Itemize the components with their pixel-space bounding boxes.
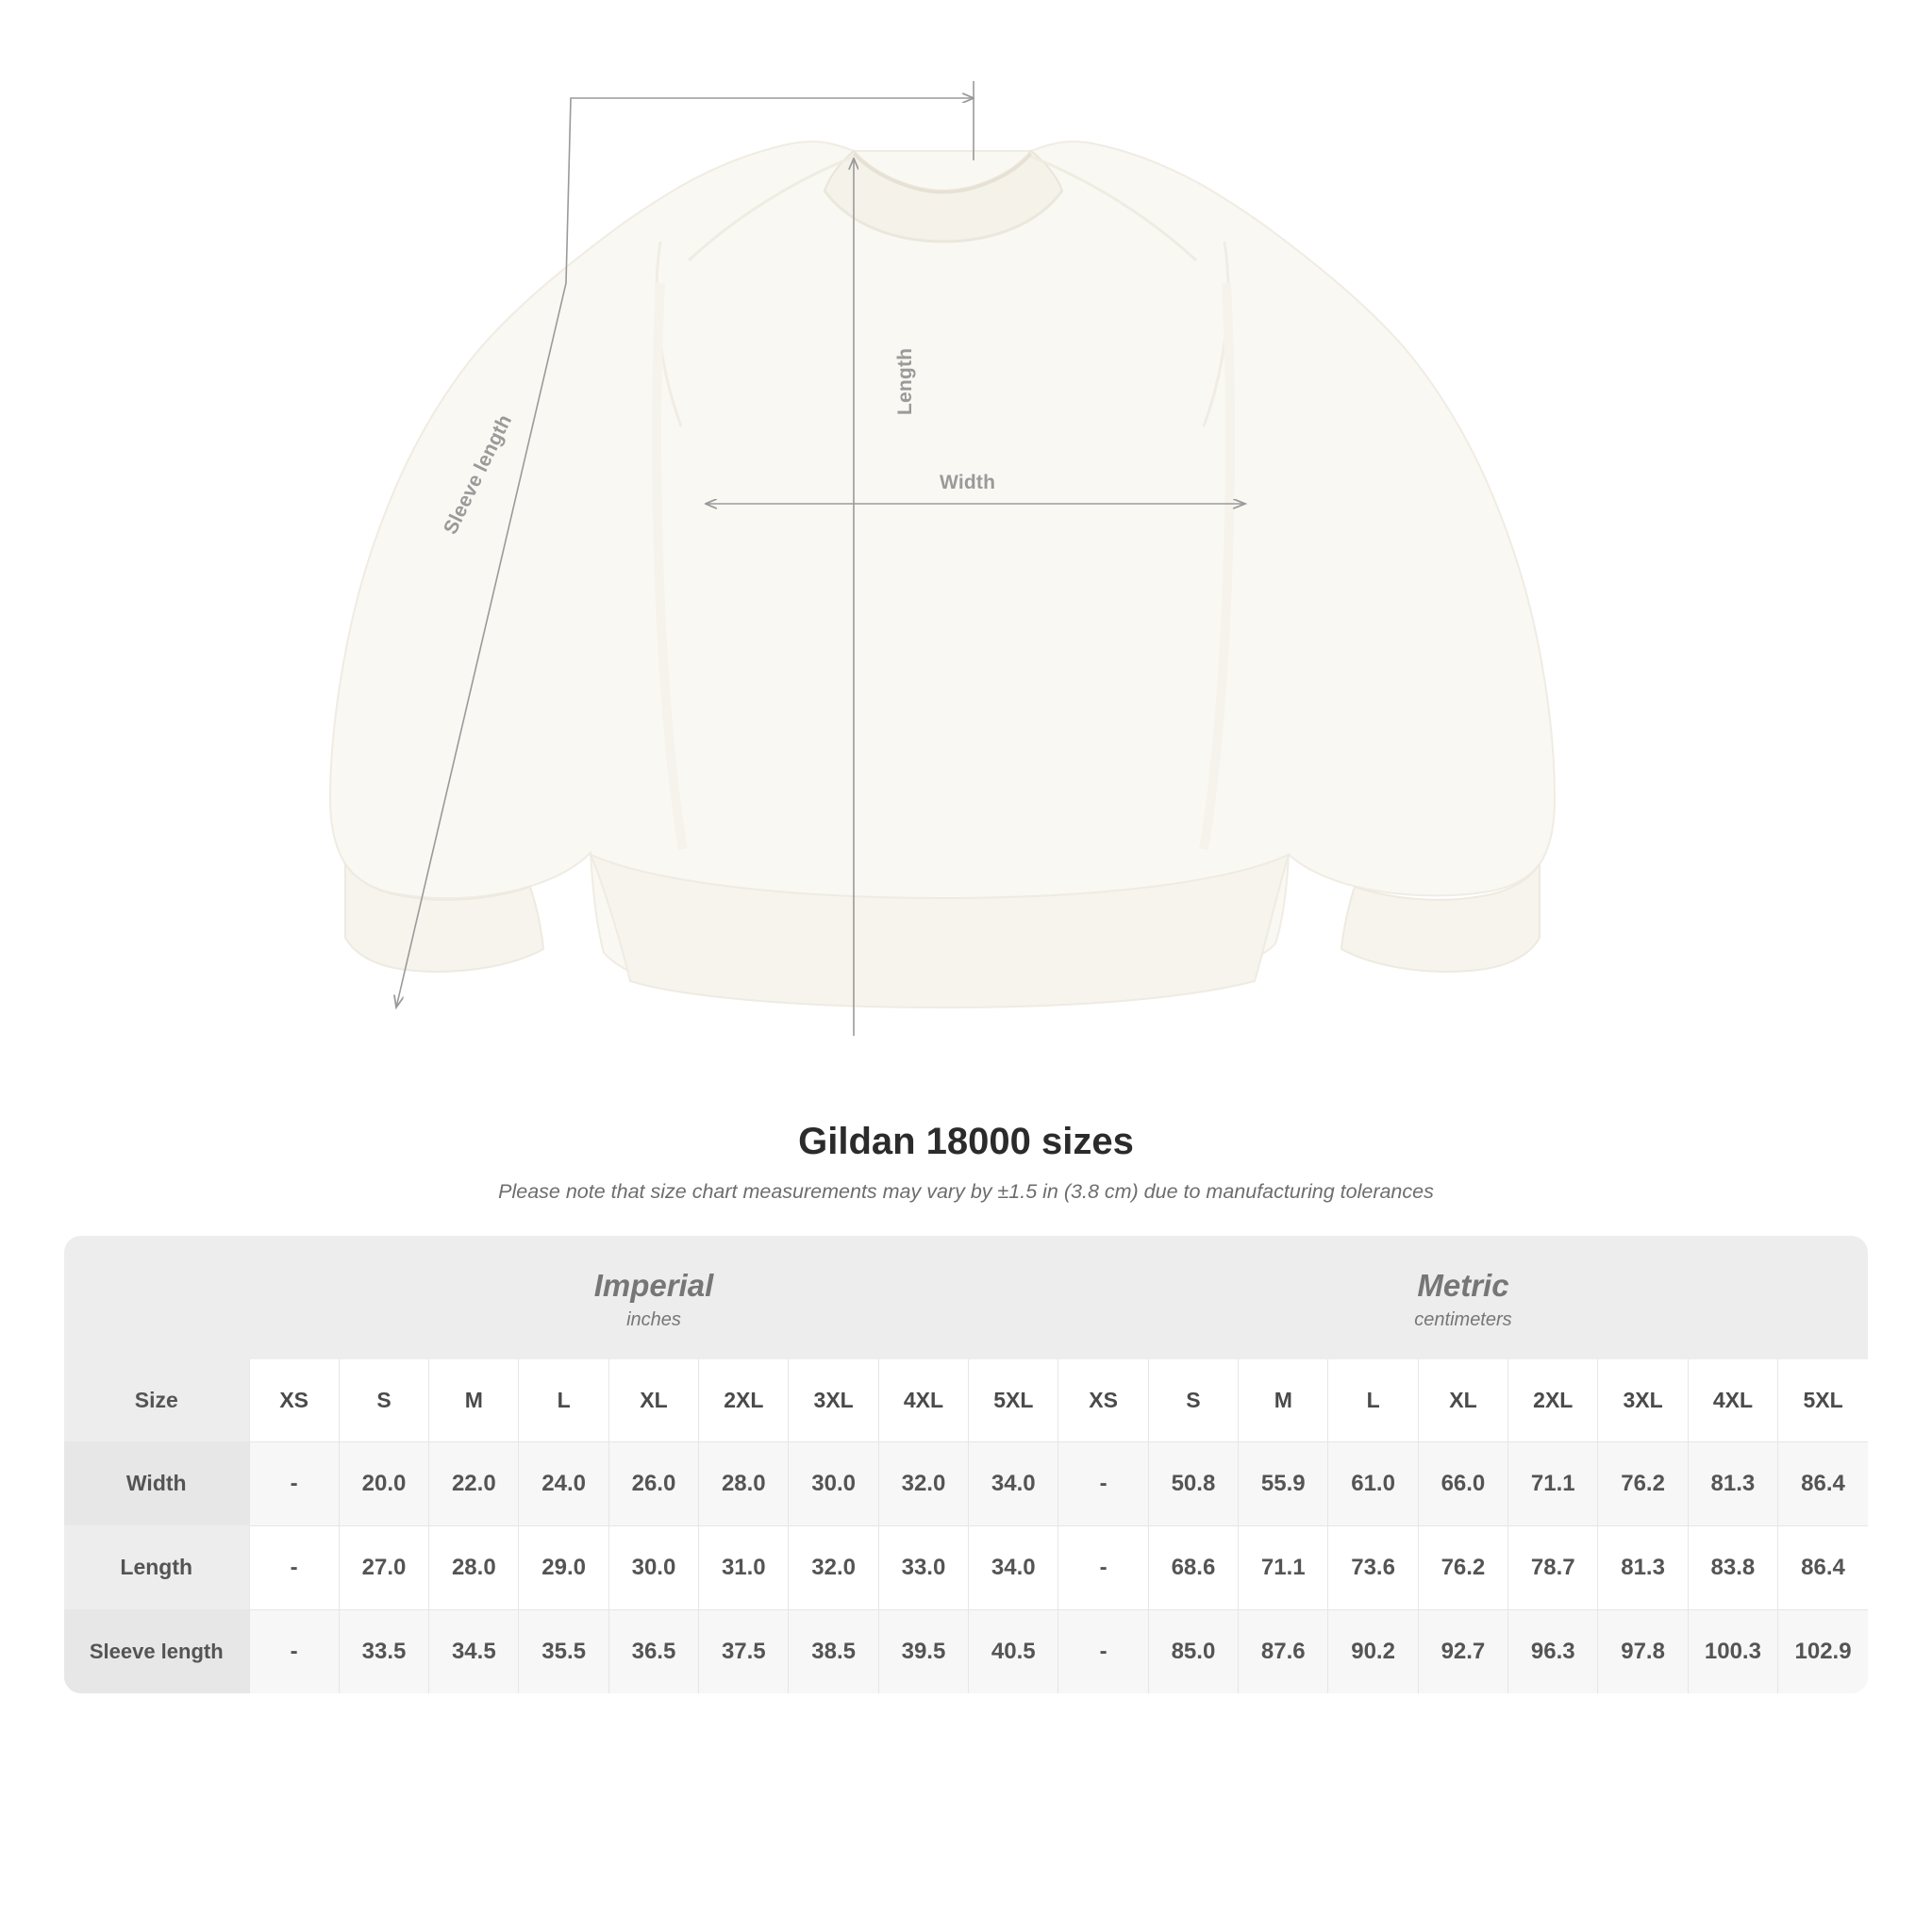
sleeve-imperial-l: 35.5 [519,1609,608,1693]
length-imperial-m: 28.0 [429,1525,519,1609]
sleeve-imperial-4xl: 39.5 [878,1609,968,1693]
size-header-imperial-3xl: 3XL [789,1359,878,1442]
size-header-imperial-xl: XL [608,1359,698,1442]
size-header-metric-5xl: 5XL [1778,1359,1868,1442]
length-metric-5xl: 86.4 [1778,1525,1868,1609]
system-metric-name: Metric [1417,1268,1509,1303]
width-imperial-xs: - [249,1441,339,1525]
length-metric-4xl: 83.8 [1688,1525,1777,1609]
size-header-imperial-m: M [429,1359,519,1442]
width-metric-m: 55.9 [1239,1441,1328,1525]
size-header-imperial-5xl: 5XL [969,1359,1058,1442]
width-imperial-s: 20.0 [339,1441,428,1525]
width-imperial-2xl: 28.0 [699,1441,789,1525]
system-imperial [249,1236,1058,1359]
length-metric-xl: 76.2 [1418,1525,1507,1609]
size-header-metric-3xl: 3XL [1598,1359,1688,1442]
sleeve-imperial-2xl: 37.5 [699,1609,789,1693]
sleeve-metric-m: 87.6 [1239,1609,1328,1693]
tolerance-note: Please note that size chart measurements may vary by ±1.5 in (3.8 cm) due to manufacturing tolerances [498,1180,1434,1203]
sleeve-imperial-m: 34.5 [429,1609,519,1693]
width-imperial-4xl: 32.0 [878,1441,968,1525]
size-header-imperial-4xl: 4XL [878,1359,968,1442]
size-header-imperial-s: S [339,1359,428,1442]
sleeve-metric-5xl: 102.9 [1778,1609,1868,1693]
sleeve-imperial-5xl: 40.5 [969,1609,1058,1693]
length-metric-m: 71.1 [1239,1525,1328,1609]
length-imperial-xl: 30.0 [608,1525,698,1609]
width-metric-xs: - [1058,1441,1148,1525]
length-metric-xs: - [1058,1525,1148,1609]
length-metric-l: 73.6 [1328,1525,1418,1609]
width-metric-4xl: 81.3 [1688,1441,1777,1525]
width-metric-5xl: 86.4 [1778,1441,1868,1525]
size-header-metric-xl: XL [1418,1359,1507,1442]
length-metric-3xl: 81.3 [1598,1525,1688,1609]
length-imperial-s: 27.0 [339,1525,428,1609]
sleeve-metric-3xl: 97.8 [1598,1609,1688,1693]
row-label-length: Length [64,1525,249,1609]
length-imperial-4xl: 33.0 [878,1525,968,1609]
length-imperial-xs: - [249,1525,339,1609]
system-imperial-name: Imperial [593,1268,714,1303]
sleeve-length-label: Sleeve length [440,410,517,539]
system-imperial-unit: inches [626,1308,681,1330]
width-metric-s: 50.8 [1148,1441,1238,1525]
width-imperial-xl: 26.0 [608,1441,698,1525]
sleeve-imperial-xs: - [249,1609,339,1693]
size-header-metric-4xl: 4XL [1688,1359,1777,1442]
width-imperial-l: 24.0 [519,1441,608,1525]
page-title: Gildan 18000 sizes [798,1121,1134,1162]
width-imperial-5xl: 34.0 [969,1441,1058,1525]
row-label-sleeve-length: Sleeve length [64,1609,249,1693]
size-header-imperial-2xl: 2XL [699,1359,789,1442]
length-label: Length [894,347,916,415]
sleeve-imperial-3xl: 38.5 [789,1609,878,1693]
size-header-label: Size [64,1359,249,1442]
size-header-metric-xs: XS [1058,1359,1148,1442]
size-header-imperial-l: L [519,1359,608,1442]
sweatshirt-graphic [330,142,1555,1008]
sleeve-imperial-s: 33.5 [339,1609,428,1693]
size-header-metric-s: S [1148,1359,1238,1442]
sleeve-imperial-xl: 36.5 [608,1609,698,1693]
row-label-width: Width [64,1441,249,1525]
size-header-imperial-xs: XS [249,1359,339,1442]
width-label: Width [940,472,996,493]
system-metric [1058,1236,1868,1359]
system-metric-unit: centimeters [1414,1308,1512,1330]
width-metric-3xl: 76.2 [1598,1441,1688,1525]
size-header-row [64,1359,1868,1442]
length-metric-s: 68.6 [1148,1525,1238,1609]
sleeve-metric-l: 90.2 [1328,1609,1418,1693]
size-header-metric-l: L [1328,1359,1418,1442]
size-header-metric-m: M [1239,1359,1328,1442]
table-row [64,1525,1868,1609]
sleeve-metric-2xl: 96.3 [1508,1609,1598,1693]
length-metric-2xl: 78.7 [1508,1525,1598,1609]
length-imperial-2xl: 31.0 [699,1525,789,1609]
table-row [64,1609,1868,1693]
sleeve-metric-4xl: 100.3 [1688,1609,1777,1693]
length-imperial-l: 29.0 [519,1525,608,1609]
sleeve-metric-s: 85.0 [1148,1609,1238,1693]
size-header-metric-2xl: 2XL [1508,1359,1598,1442]
table-row [64,1441,1868,1525]
length-imperial-5xl: 34.0 [969,1525,1058,1609]
width-metric-xl: 66.0 [1418,1441,1507,1525]
system-header-spacer [64,1236,249,1359]
width-imperial-3xl: 30.0 [789,1441,878,1525]
size-table [64,1236,1868,1693]
system-header-row [64,1236,1868,1359]
length-imperial-3xl: 32.0 [789,1525,878,1609]
width-metric-l: 61.0 [1328,1441,1418,1525]
sleeve-metric-xl: 92.7 [1418,1609,1507,1693]
width-imperial-m: 22.0 [429,1441,519,1525]
sleeve-metric-xs: - [1058,1609,1148,1693]
width-metric-2xl: 71.1 [1508,1441,1598,1525]
size-table-wrapper [64,1236,1868,1693]
